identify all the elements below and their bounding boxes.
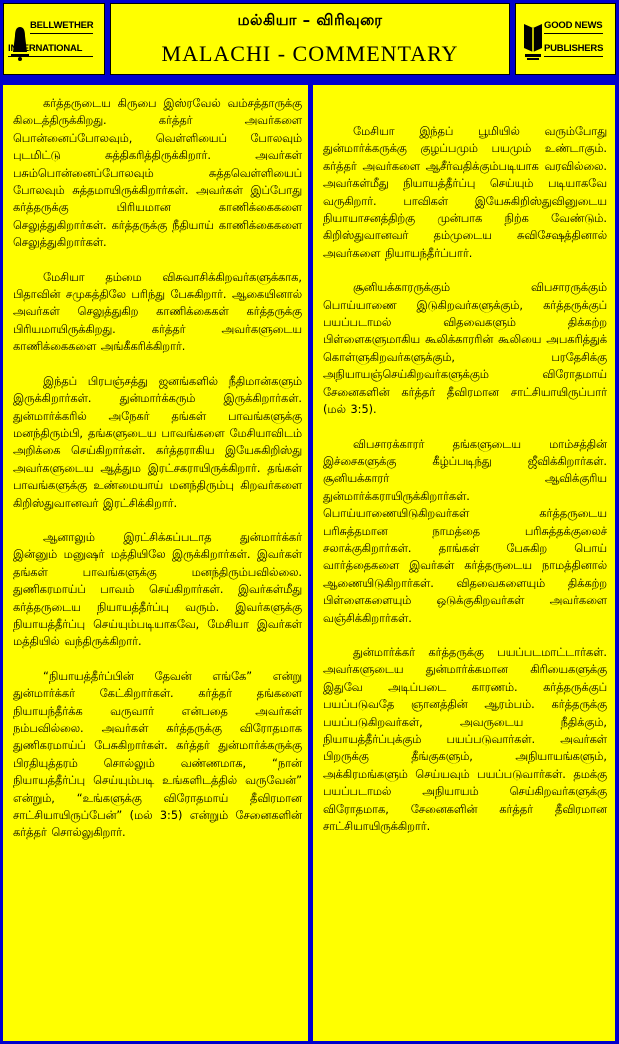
- logo-right-line2: PUBLISHERS: [544, 42, 603, 57]
- title-tamil: மல்கியா – விரிவுரை: [237, 11, 383, 29]
- title-box: [110, 3, 510, 75]
- logo-left-line2: INTERNATIONAL: [8, 42, 93, 57]
- paragraph: துன்மார்க்கர் கர்த்தருக்கு பயப்படமாட்டார்கள். அவர்களுடைய துன்மார்க்கமான கிரியைகளுக்கு இதுவே அடிப்படை காரணம். கர்த்தருக்குப் பயப்படுவதே ஞானத்தின் ஆரம்பம். கர்த்தருக்கு பயப்படுகிறவர்கள், அவருடைய நீதிக்கும், நியாயத்தீர்ப்புக்கும் பயப்படுவார்கள். அவர்கள் பிறருக்கு தீங்குகளும், அநியாயங்களும், அக்கிரமங்களும் செய்யவும் பயப்படுவார்கள். தமக்கு பயப்படாமல் அநியாயம் செய்கிறவர்களுக்கு விரோதமாக, சேனைகளின் கர்த்தர் தீவிரமான சாட்சியாயிருக்கிறார்.: [323, 645, 607, 834]
- paragraph: சூனியக்காரருக்கும் விபசாரருக்கும் பொய்யாணை இடுகிறவர்களுக்கும், கர்த்தருக்குப் பயப்படாமல் விதவைகளும் திக்கற்ற பிள்ளைகளுமாகிய கூலிக்காரரின் கூலியை அபகரித்துக் கொள்ளுகிறவர்களுக்கும், பரதேசிக்கு அநியாயஞ்செய்கிறவர்களுக்கும் விரோதமாய் சேனைகளின் கர்த்தர் தீவிரமான சாட்சியாயிருப்பார் (மல் 3:5).: [323, 281, 607, 417]
- paragraph: “நியாயத்தீர்ப்பின் தேவன் எங்கே” என்று துன்மார்க்கர் கேட்கிறார்கள். கர்த்தர் தங்களை நியாயந்தீர்க்க வருவார் என்பதை அவர்கள் நம்பவில்லை. அவர்கள் கர்த்தருக்கு விரோதமாக துணிகரமாய்ப் பேசுகிறார்கள். கர்த்தர் துன்மார்க்கருக்கு பிரதியுத்தரம் சொல்லும் வண்ணமாக, “நான் நியாயத்தீர்ப்பு செய்யும்படி உங்களிடத்தில் வருவேன்” என்றும், “உங்களுக்கு விரோதமாய் தீவிரமான சாட்சியாயிருப்பேன்” (மல் 3:5) என்றும் சேனைகளின் கர்த்தர் சொல்லுகிறார்.: [13, 669, 302, 840]
- paragraph: விபசாரக்காரர் தங்களுடைய மாம்சத்தின் இச்சைகளுக்கு கீழ்ப்படிந்து ஜீவிக்கிறார்கள். சூனியக்காரர் ஆவிக்குரிய துன்மார்க்கராயிருக்கிறார்கள். பொய்யாணையிடுகிறவர்கள் கர்த்தருடைய பரிசுத்தமான நாமத்தை பரிசுத்தக்குலைச் சலாக்குகிறார்கள். தாங்கள் பேசுகிற பொய் வார்த்தைகளை இவர்கள் கர்த்தருடைய நாமத்தினால் ஆணையிடுகிறார்கள். விதவைகளையும் திக்கற்ற பிள்ளைகளையும் ஒடுக்குகிறவர்கள் அவர்களை வஞ்சிக்கிறார்கள்.: [323, 437, 607, 625]
- paragraph: இந்தப் பிரபஞ்சத்து ஜனங்களில் நீதிமான்களும் இருக்கிறார்கள். துன்மார்க்கரும் இருக்கிறார்கள். துன்மார்க்கரில் அநேகர் தங்கள் பாவங்களுக்கு மனந்திரும்பி, தங்களுடைய பாவங்களை மேசியாவிடம் அறிக்கை செய்கிறார்கள். கர்த்தராகிய இயேசுகிறிஸ்து அவர்களுடைய ஆத்தும இரட்சகராயிருக்கிறார். தங்கள் பாவங்களுக்கு உண்மையாய் மனந்திரும்பு கிறவர்களை கிறிஸ்துவானவர் இரட்சிக்கிறார்.: [13, 374, 302, 510]
- title-english: MALACHI - COMMENTARY: [161, 41, 459, 66]
- left-column: [3, 85, 308, 1041]
- header-bar: [0, 0, 619, 80]
- paragraph: ஆனாலும் இரட்சிக்கப்படாத துன்மார்க்கர் இன்னும் மனுஷர் மத்தியிலே இருக்கிறார்கள். இவர்கள் தங்கள் பாவங்களுக்கு மனந்திரும்பவில்லை. துணிகரமாய்ப் பாவம் செய்கிறார்கள். இவர்கள்மீது கர்த்தருடைய நியாயத்தீர்ப்பு வரும். இவர்களுக்கு நியாயத்தீர்ப்பு செய்யும்படியாகவே, மேசியா இவர்கள் மத்தியில் வந்திருக்கிறார்.: [13, 530, 302, 649]
- book-icon: [521, 18, 545, 62]
- logo-right-line1: GOOD NEWS: [544, 19, 603, 34]
- publisher-logo-left: [3, 3, 105, 75]
- paragraph: மேசியா தம்மை விசுவாசிக்கிறவர்களுக்காக, பிதாவின் சமுகத்திலே பரிந்து பேசுகிறார். ஆகையினால் அவர்கள் செலுத்துகிற காணிக்கைகள் கர்த்தருக்கு பிரியமாயிருக்கிறது. கர்த்தர் அவர்களுடைய காணிக்கைகளை அங்கீகரிக்கிறார்.: [13, 270, 302, 354]
- logo-left-line1: BELLWETHER: [30, 19, 93, 34]
- paragraph: கர்த்தருடைய கிருபை இஸ்ரவேல் வம்சத்தாருக்கு கிடைத்திருக்கிறது. கர்த்தர் அவர்களை பொன்னைப்போலவும், வெள்ளியைப் போலவும் புடமிட்டு சுத்திகரித்திருக்கிறார். அவர்கள் பசும்பொன்னைப்போலவும் சுத்தவெள்ளியைப் போலவும் சுத்தமாயிருக்கிறார்கள். அவர்கள் இப்போது கர்த்தருக்கு பிரியமான காணிக்கைகளை செலுத்துகிறார்கள். கர்த்தருக்கு நீதியாய் காணிக்கைகளை செலுத்துகிறார்கள்.: [13, 97, 302, 250]
- right-column: [313, 85, 615, 1041]
- paragraph: மேசியா இந்தப் பூமியில் வரும்போது துன்மார்க்கருக்கு குழப்பமும் பயமும் உண்டாகும். கர்த்தர் அவர்களை ஆசீர்வதிக்கும்படியாக வரவில்லை. அவர்கள்மீது நியாயத்தீர்ப்பு செய்யும் படியாகவே வருகிறார். பாவிகள் இயேசுகிறிஸ்துவினுடைய நியாயாசனத்திற்கு முன்பாக நிற்க வேண்டும். கிறிஸ்துவானவர் தம்முடைய சுவிசேஷத்தினால் அவர்களை நியாயந்தீர்ப்பார்.: [323, 125, 607, 260]
- publisher-logo-right: [515, 3, 616, 75]
